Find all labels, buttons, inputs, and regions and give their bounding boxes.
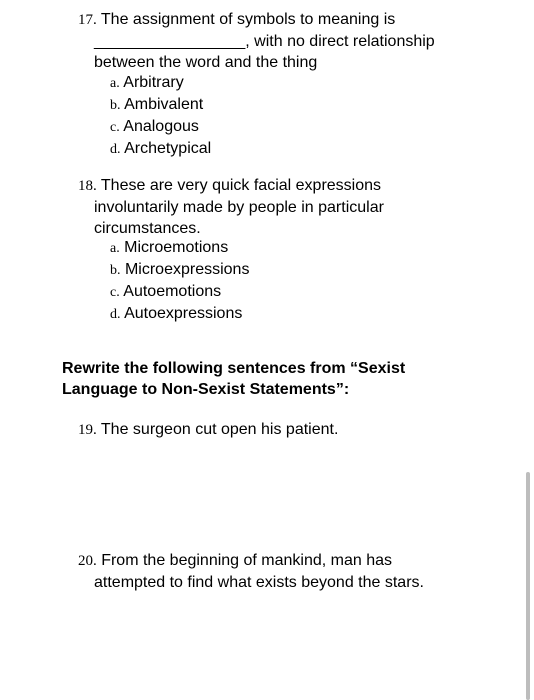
question-19-number: 19. [78, 422, 97, 438]
section-heading-line-1: Rewrite the following sentences from “Sexist [62, 360, 406, 377]
question-20-line-1: 20. From the beginning of mankind, man has [78, 552, 393, 569]
question-17-line-3: between the word and the thing [94, 54, 318, 71]
question-18-number: 18. [78, 178, 97, 194]
question-19 [78, 419, 338, 441]
question-18-line-2: involuntarily made by people in particular [94, 199, 384, 216]
option-17a: a. Arbitrary [110, 74, 184, 91]
option-17c: c. Analogous [110, 118, 199, 135]
question-17-options [110, 72, 211, 160]
question-17-number: 17. [78, 12, 97, 28]
section-heading-line-2: Language to Non-Sexist Statements”: [62, 381, 350, 398]
option-17b: b. Ambivalent [110, 96, 204, 113]
vertical-scrollbar[interactable] [526, 472, 530, 700]
question-18 [78, 175, 384, 239]
question-17-line-1: 17. The assignment of symbols to meaning is [78, 11, 396, 28]
question-20-number: 20. [78, 553, 97, 569]
question-18-line-3: circumstances. [94, 220, 201, 237]
option-17d: d. Archetypical [110, 140, 212, 157]
question-19-line-1: 19. The surgeon cut open his patient. [78, 421, 339, 438]
option-18b: b. Microexpressions [110, 261, 250, 278]
question-18-options [110, 237, 249, 325]
option-18d: d. Autoexpressions [110, 305, 243, 322]
question-18-line-1: 18. These are very quick facial expressions [78, 177, 382, 194]
question-17 [78, 9, 435, 73]
option-18a: a. Microemotions [110, 239, 229, 256]
section-heading [62, 358, 405, 400]
question-17-line-2: _________________, with no direct relationship [94, 33, 435, 50]
question-20 [78, 550, 424, 593]
question-20-line-2: attempted to find what exists beyond the stars. [94, 574, 424, 591]
option-18c: c. Autoemotions [110, 283, 222, 300]
